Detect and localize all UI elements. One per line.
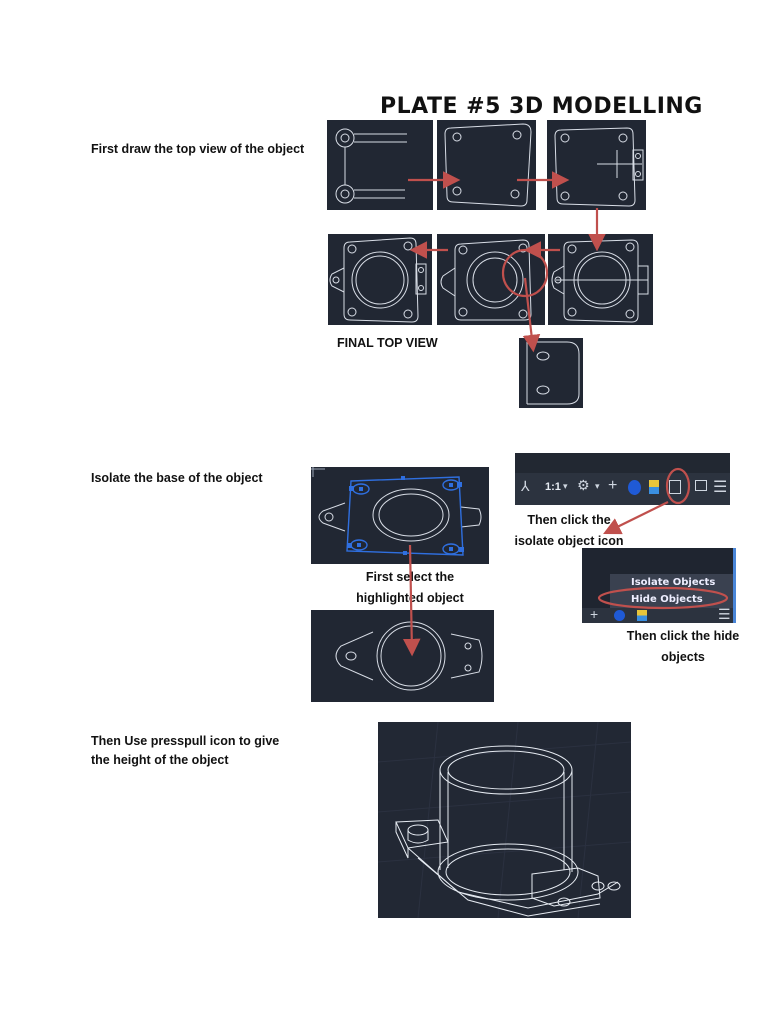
hide-objects-menu-item[interactable]: Hide Objects	[631, 594, 703, 605]
select-caption-line1: First select the	[365, 570, 455, 584]
isolate-icon-caption	[508, 510, 630, 552]
menu-icon[interactable]: ☰	[718, 606, 731, 622]
gear-icon[interactable]: ⚙	[577, 478, 590, 494]
cad-panel-step1	[327, 120, 433, 210]
isolate-objects-menu-item[interactable]: Isolate Objects	[631, 577, 716, 588]
cad-panel-step5	[437, 234, 545, 325]
cad-panel-selected-base	[311, 467, 489, 564]
select-object-caption	[350, 567, 470, 609]
annotation-icon[interactable]: ⅄	[521, 479, 530, 495]
cad-panel-final-top-view	[328, 234, 432, 325]
hide-caption-line2: objects	[661, 650, 705, 664]
fullscreen-icon[interactable]	[695, 480, 707, 491]
isolate-caption-line1: Then click the	[527, 513, 611, 527]
cad-panel-isolated-base	[311, 610, 494, 702]
step-presspull-line2: the height of the object	[91, 753, 229, 767]
gear-chevron-icon[interactable]: ▾	[595, 481, 600, 491]
annotation-scale-dropdown[interactable]: 1:1	[545, 481, 561, 493]
hide-caption-line1: Then click the hide	[626, 629, 740, 643]
hardware-acceleration-icon[interactable]	[628, 480, 641, 495]
chevron-down-icon[interactable]: ▾	[563, 481, 568, 491]
cad-panel-step4	[548, 234, 653, 325]
cad-panel-step3	[547, 120, 646, 210]
isolate-caption-line2: isolate object icon	[514, 534, 624, 548]
final-top-view-caption: FINAL TOP VIEW	[337, 336, 438, 350]
plus-icon[interactable]: +	[590, 606, 599, 622]
cad-panel-zoom-detail	[519, 338, 583, 408]
isolate-objects-color-icon[interactable]	[649, 480, 659, 494]
step-isolate-text: Isolate the base of the object	[91, 471, 263, 485]
cad-status-toolbar	[515, 453, 730, 505]
hardware-acceleration-icon[interactable]	[614, 610, 625, 621]
isolate-objects-icon[interactable]	[669, 480, 681, 494]
select-caption-line2: highlighted object	[356, 591, 464, 605]
menu-icon[interactable]: ☰	[713, 479, 728, 496]
isolate-objects-color-icon[interactable]	[637, 610, 647, 621]
cad-panel-3d-model	[378, 722, 631, 918]
context-toolbar-strip	[582, 608, 736, 623]
panel-border-accent	[733, 548, 736, 623]
cad-panel-step2	[437, 120, 536, 210]
step-top-view-text: First draw the top view of the object	[91, 142, 305, 156]
cad-context-menu-panel	[582, 548, 736, 623]
plus-icon[interactable]: +	[608, 477, 618, 494]
step-presspull-line1: Then Use presspull icon to give	[91, 734, 280, 748]
page-title: PLATE #5 3D MODELLING	[380, 94, 703, 119]
step-presspull-text	[91, 732, 279, 770]
hide-objects-caption	[622, 626, 744, 668]
toolbar-icons-row	[515, 477, 730, 499]
toolbar-top-strip	[515, 453, 730, 473]
